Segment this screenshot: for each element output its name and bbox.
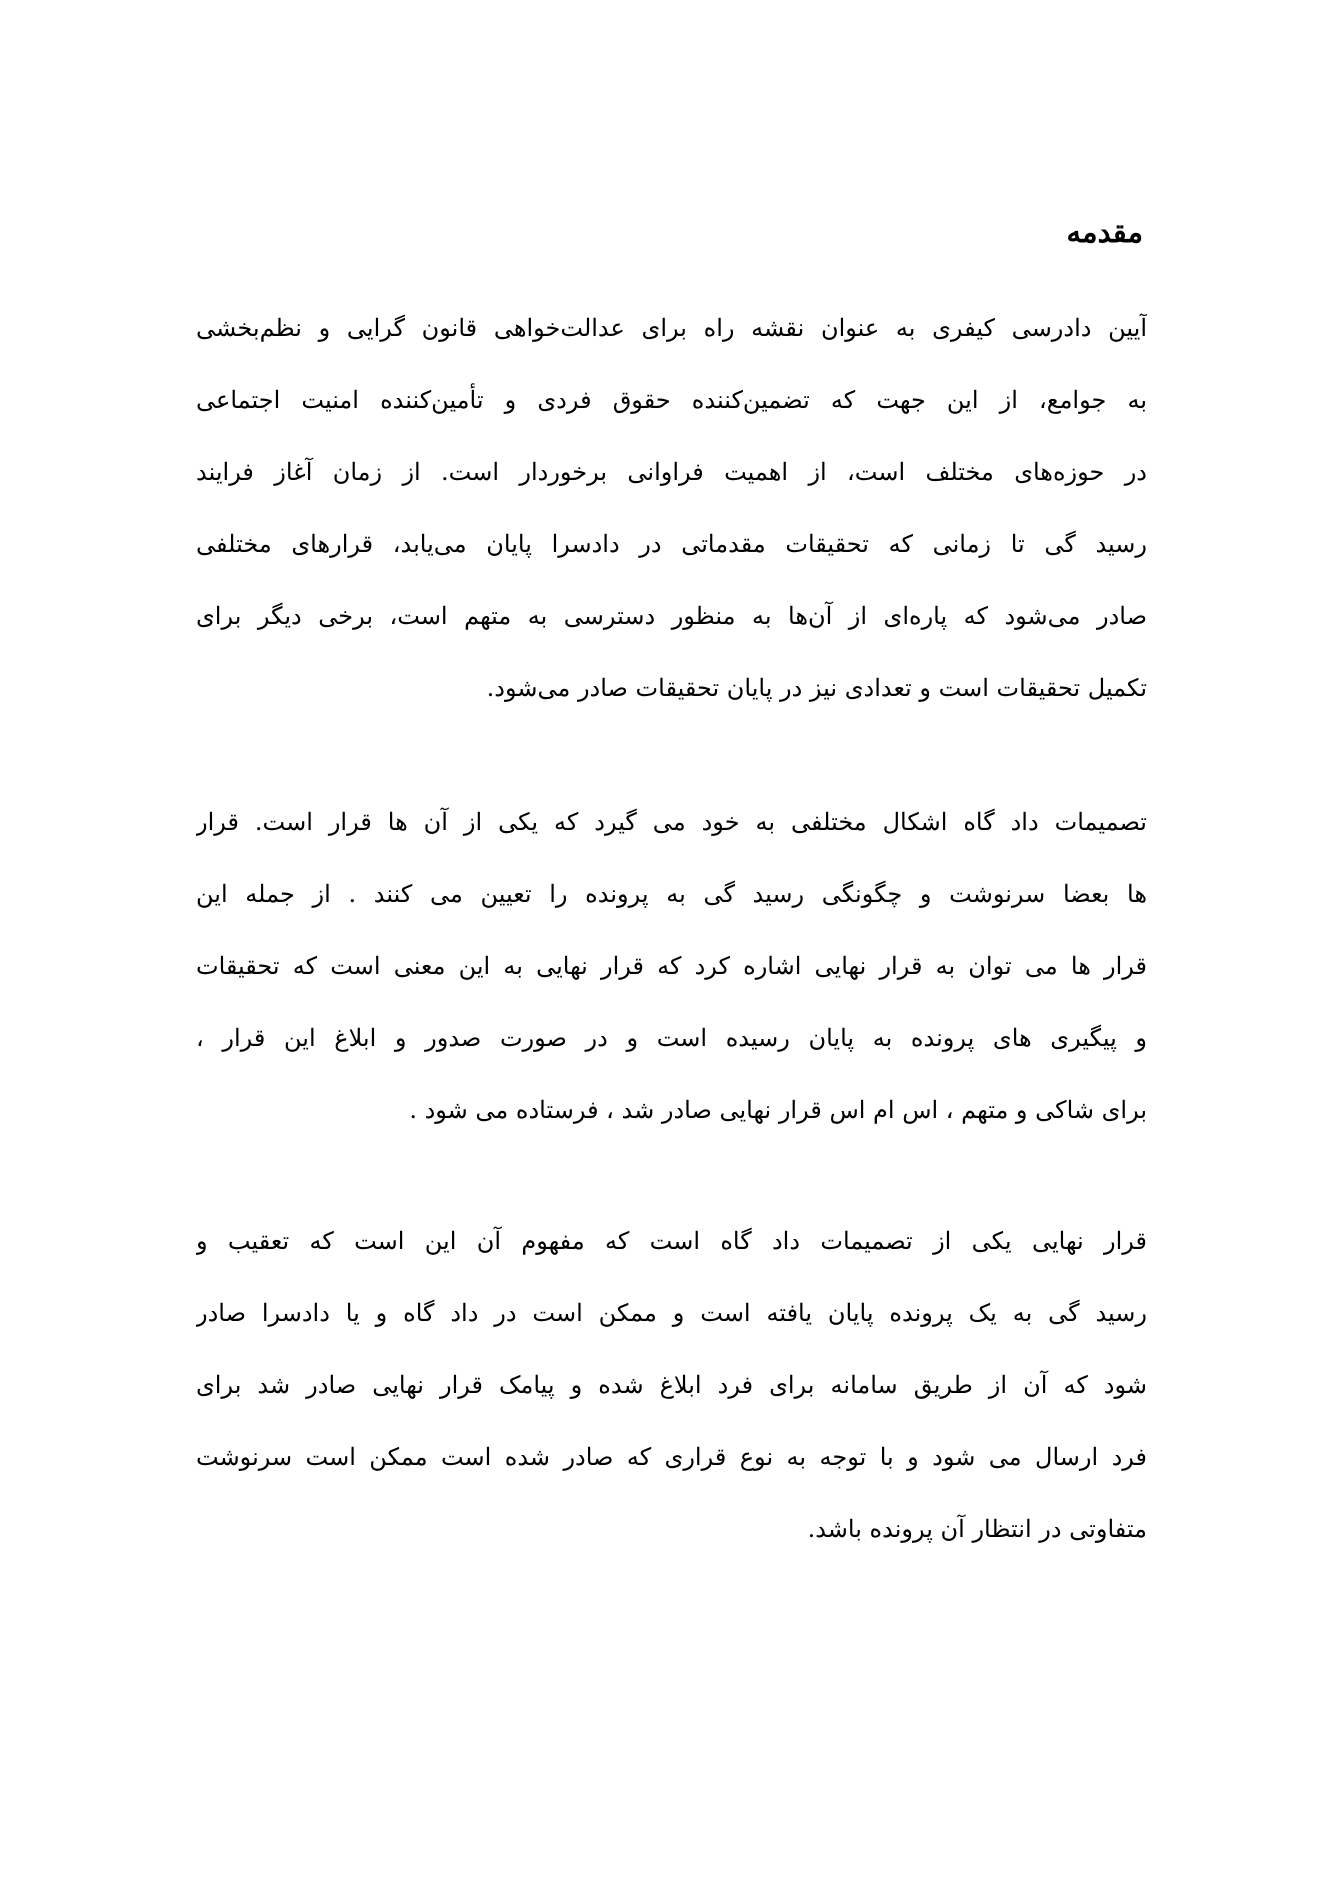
text-line: قرار نهایی یکی از تصمیمات داد گاه است که مفهوم آن این است که تعقیب و	[196, 1227, 1147, 1255]
section-heading: مقدمه	[1066, 215, 1143, 249]
text-line: تصمیمات داد گاه اشکال مختلفی به خود می گیرد که یکی از آن ها قرار است. قرار	[196, 808, 1147, 836]
paragraph-2	[196, 786, 1147, 1146]
paragraph-3	[196, 1205, 1147, 1565]
text-line: به جوامع، از این جهت که تضمین‌کننده حقوق فردی و تأمین‌کننده امنیت اجتماعی	[196, 386, 1147, 414]
text-line: آیین دادرسی کیفری به عنوان نقشه راه برای عدالت‌خواهی قانون گرایی و نظم‌بخشی	[196, 314, 1147, 342]
text-line: در حوزه‌های مختلف است، از اهمیت فراوانی برخوردار است. از زمان آغاز فرایند	[196, 458, 1147, 486]
text-line: رسید گی تا زمانی که تحقیقات مقدماتی در دادسرا پایان می‌یابد، قرارهای مختلفی	[196, 530, 1147, 558]
text-line: و پیگیری های پرونده به پایان رسیده است و در صورت صدور و ابلاغ این قرار ،	[196, 1024, 1147, 1052]
text-line: برای شاکی و متهم ، اس ام اس قرار نهایی صادر شد ، فرستاده می شود .	[409, 1096, 1147, 1124]
text-line: تکمیل تحقیقات است و تعدادی نیز در پایان تحقیقات صادر می‌شود.	[486, 674, 1147, 702]
paragraph-1	[196, 292, 1147, 724]
text-line: صادر می‌شود که پاره‌ای از آن‌ها به منظور دسترسی به متهم است، برخی دیگر برای	[196, 602, 1147, 630]
text-line: فرد ارسال می شود و با توجه به نوع قراری که صادر شده است ممکن است سرنوشت	[196, 1443, 1147, 1471]
text-line: قرار ها می توان به قرار نهایی اشاره کرد که قرار نهایی به این معنی است که تحقیقات	[196, 952, 1147, 980]
text-line: شود که آن از طریق سامانه برای فرد ابلاغ شده و پیامک قرار نهایی صادر شد برای	[196, 1371, 1147, 1399]
text-line: متفاوتی در انتظار آن پرونده باشد.	[807, 1515, 1147, 1543]
text-line: ها بعضا سرنوشت و چگونگی رسید گی به پرونده را تعیین می کنند . از جمله این	[196, 880, 1147, 908]
text-line: رسید گی به یک پرونده پایان یافته است و ممکن است در داد گاه و یا دادسرا صادر	[196, 1299, 1147, 1327]
